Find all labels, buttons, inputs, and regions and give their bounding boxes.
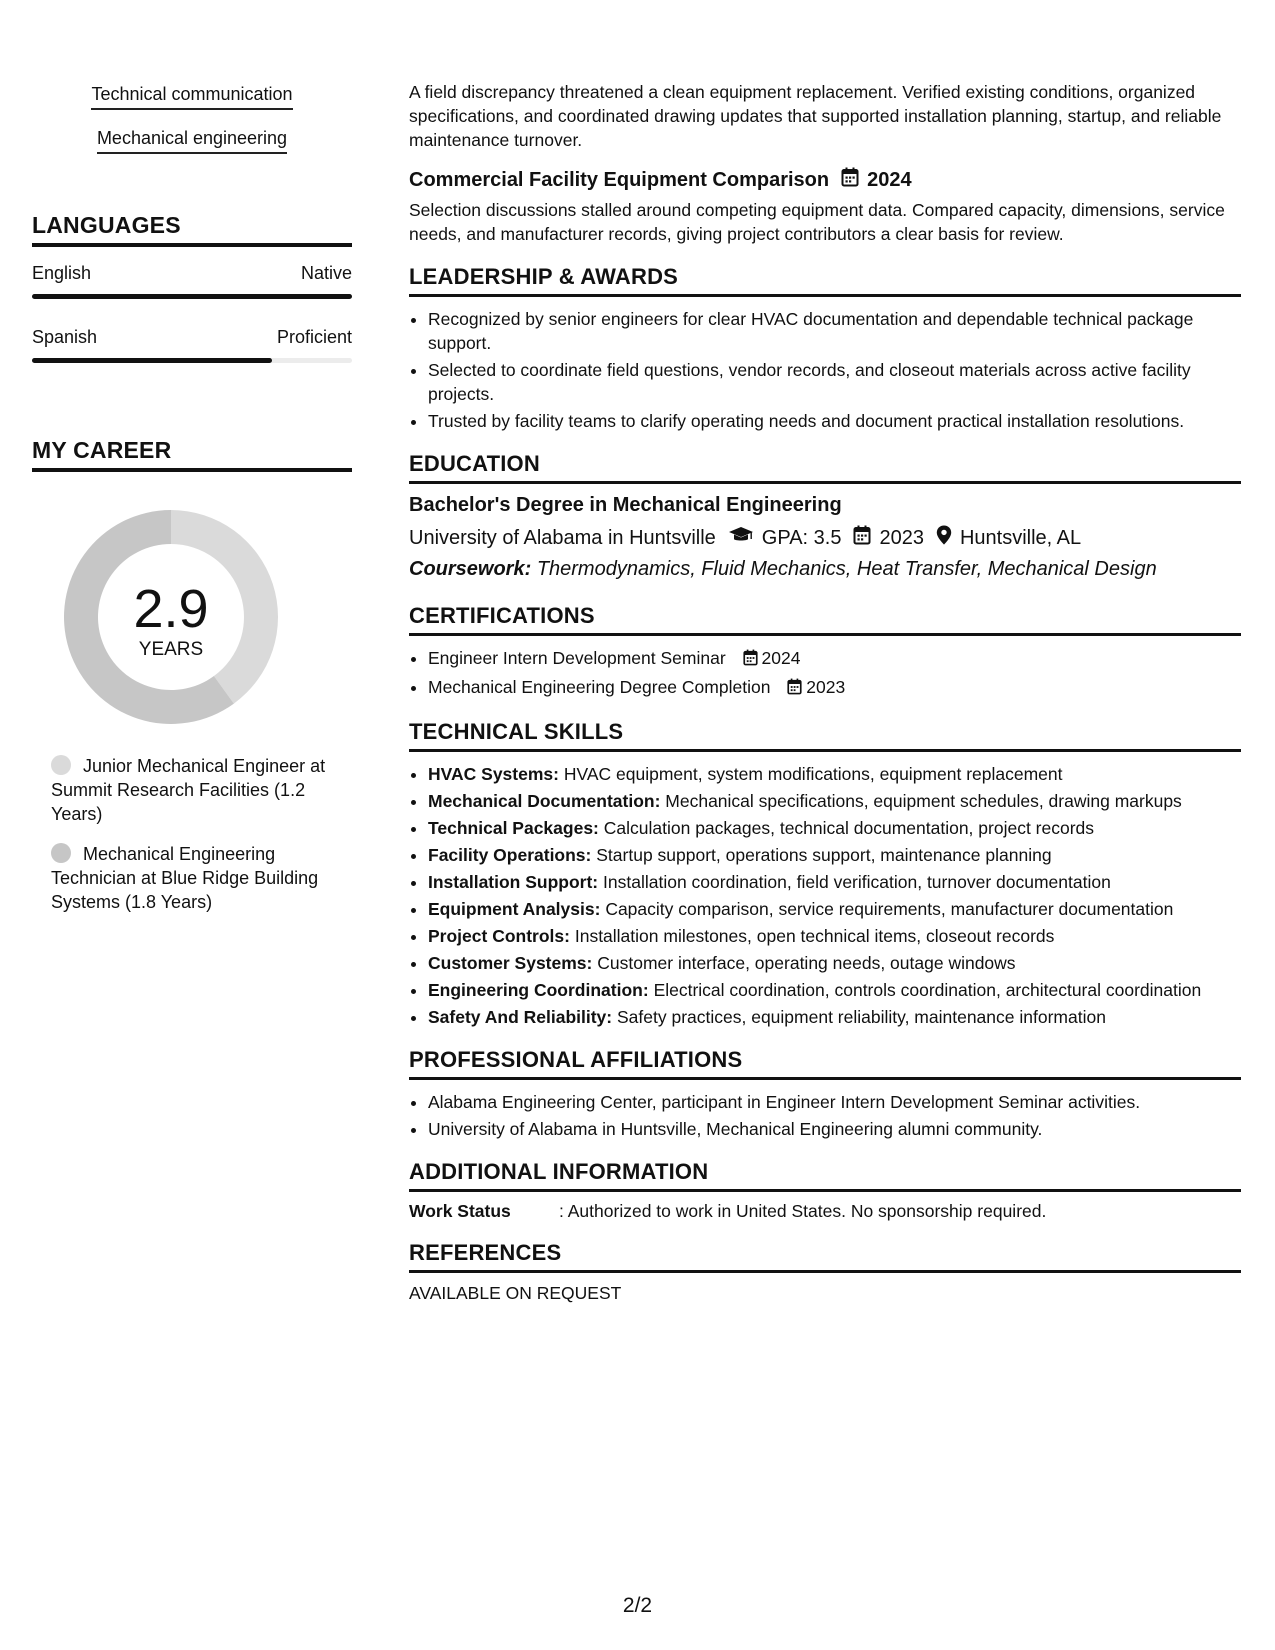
leadership-heading: LEADERSHIP & AWARDS — [409, 264, 1241, 297]
skill-item — [428, 897, 1241, 921]
skill-text: Capacity comparison, service requirements, manufacturer documentation — [605, 899, 1174, 919]
skill-item — [428, 816, 1241, 840]
education-location: Huntsville, AL — [959, 526, 1082, 549]
language-level: Proficient — [276, 327, 352, 347]
references-text: AVAILABLE ON REQUEST — [409, 1283, 622, 1303]
work-status-label: Work Status — [409, 1201, 511, 1221]
skill-text: Startup support, operations support, maintenance planning — [596, 845, 1052, 865]
career-legend-item — [51, 754, 331, 826]
leadership-list — [409, 307, 1241, 433]
skills-heading: TECHNICAL SKILLS — [409, 719, 1241, 752]
career-unit: YEARS — [138, 639, 204, 660]
skill-item — [428, 789, 1241, 813]
languages-heading: LANGUAGES — [32, 212, 352, 247]
affiliations-heading: PROFESSIONAL AFFILIATIONS — [409, 1047, 1241, 1080]
skill-label: HVAC Systems: — [428, 764, 559, 784]
skill-tag: Technical communication — [91, 84, 292, 110]
list-item: • University of Alabama in Huntsville, Mechanical Engineering alumni community. — [428, 1117, 1241, 1141]
language-bar-fill — [32, 294, 352, 299]
project-title: Commercial Facility Equipment Comparison — [409, 168, 830, 191]
work-status-value: : Authorized to work in United States. No sponsorship required. — [559, 1201, 1047, 1221]
education-degree: Bachelor's Degree in Mechanical Engineering — [409, 494, 842, 516]
skill-item — [428, 978, 1241, 1002]
language-name: English — [32, 263, 92, 283]
list-item: • Recognized by senior engineers for clear HVAC documentation and dependable technical package support. — [428, 307, 1241, 355]
certification-name: Engineer Intern Development Seminar — [428, 648, 726, 668]
language-level: Native — [300, 263, 352, 283]
career-donut-chart — [64, 510, 278, 724]
skill-label: Project Controls: — [428, 926, 570, 946]
skill-label: Equipment Analysis: — [428, 899, 601, 919]
calendar-icon — [841, 167, 859, 193]
education-meta — [409, 525, 1241, 551]
skills-list — [409, 762, 1241, 1029]
education-year: 2023 — [879, 526, 924, 549]
language-bar — [32, 294, 352, 299]
career-item-label: Junior Mechanical Engineer at Summit Research Facilities (1.2 Years) — [51, 756, 326, 824]
language-item — [32, 263, 352, 299]
list-item: • Alabama Engineering Center, participant in Engineer Intern Development Seminar activities. — [428, 1090, 1241, 1114]
skill-item — [428, 1005, 1241, 1029]
project-title-row — [409, 167, 1241, 193]
education-gpa: GPA: 3.5 — [761, 526, 842, 549]
career-legend — [32, 754, 352, 914]
skill-label: Engineering Coordination: — [428, 980, 649, 1000]
additional-info-heading: ADDITIONAL INFORMATION — [409, 1159, 1241, 1192]
map-pin-icon — [936, 525, 952, 551]
coursework-text: Thermodynamics, Fluid Mechanics, Heat Transfer, Mechanical Design — [536, 558, 1157, 580]
calendar-icon — [853, 525, 871, 551]
skill-label: Safety And Reliability: — [428, 1007, 613, 1027]
skill-label: Customer Systems: — [428, 953, 593, 973]
skill-text: Calculation packages, technical documentation, project records — [603, 818, 1095, 838]
right-column — [409, 80, 1241, 1304]
graduation-cap-icon — [728, 526, 754, 550]
skill-text: Customer interface, operating needs, outage windows — [597, 953, 1016, 973]
skill-text: Installation coordination, field verification, turnover documentation — [603, 872, 1111, 892]
skill-item — [428, 924, 1241, 948]
skill-label: Installation Support: — [428, 872, 599, 892]
skill-item — [428, 762, 1241, 786]
skill-item — [428, 843, 1241, 867]
education-coursework — [409, 558, 1241, 581]
list-item: • Trusted by facility teams to clarify operating needs and document practical installation resolutions. — [428, 409, 1241, 433]
references-heading: REFERENCES — [409, 1240, 1241, 1273]
skill-text: Safety practices, equipment reliability, maintenance information — [616, 1007, 1106, 1027]
language-item — [32, 327, 352, 363]
list-item — [428, 646, 1241, 672]
list-item — [428, 675, 1241, 701]
skill-item — [428, 870, 1241, 894]
affiliations-list — [409, 1090, 1241, 1141]
skill-text: Electrical coordination, controls coordination, architectural coordination — [653, 980, 1202, 1000]
language-name: Spanish — [32, 327, 98, 347]
certification-name: Mechanical Engineering Degree Completion — [428, 677, 771, 697]
career-total: 2.9 — [133, 579, 209, 639]
language-bar — [32, 358, 352, 363]
education-school: University of Alabama in Huntsville — [409, 526, 716, 549]
skill-text: HVAC equipment, system modifications, equipment replacement — [563, 764, 1063, 784]
skill-tag: Mechanical engineering — [97, 128, 287, 154]
skill-item — [428, 951, 1241, 975]
skill-label: Mechanical Documentation: — [428, 791, 661, 811]
certification-year: 2023 — [806, 677, 846, 697]
skill-text: Installation milestones, open technical items, closeout records — [574, 926, 1055, 946]
skill-text: Mechanical specifications, equipment schedules, drawing markups — [665, 791, 1182, 811]
left-column — [32, 84, 352, 930]
work-status-row — [409, 1201, 1241, 1222]
list-item: • Selected to coordinate field questions, vendor records, and closeout materials across active facility projects. — [428, 358, 1241, 406]
project-year: 2024 — [867, 168, 912, 191]
career-heading: MY CAREER — [32, 437, 352, 472]
page-number: 2/2 — [622, 1594, 653, 1617]
certifications-heading: CERTIFICATIONS — [409, 603, 1241, 636]
project-description: Selection discussions stalled around competing equipment data. Compared capacity, dimensions, service needs, and manufacturer records, giving project contributors a clear basis for review. — [409, 200, 1225, 244]
project-description: A field discrepancy threatened a clean equipment replacement. Verified existing conditions, organized specifications, and coordinated drawing updates that supported installation planning, startup, and reliable maintenance turnover. — [409, 82, 1222, 150]
education-heading: EDUCATION — [409, 451, 1241, 484]
career-item-label: Mechanical Engineering Technician at Blue Ridge Building Systems (1.8 Years) — [51, 844, 319, 912]
coursework-label: Coursework: — [409, 558, 532, 580]
calendar-icon — [743, 648, 758, 672]
legend-dot — [51, 755, 71, 775]
certifications-list — [409, 646, 1241, 701]
legend-dot — [51, 843, 71, 863]
calendar-icon — [787, 677, 802, 701]
skill-label: Technical Packages: — [428, 818, 599, 838]
language-bar-fill — [32, 358, 272, 363]
skill-label: Facility Operations: — [428, 845, 592, 865]
career-legend-item — [51, 842, 331, 914]
certification-year: 2024 — [761, 648, 801, 668]
